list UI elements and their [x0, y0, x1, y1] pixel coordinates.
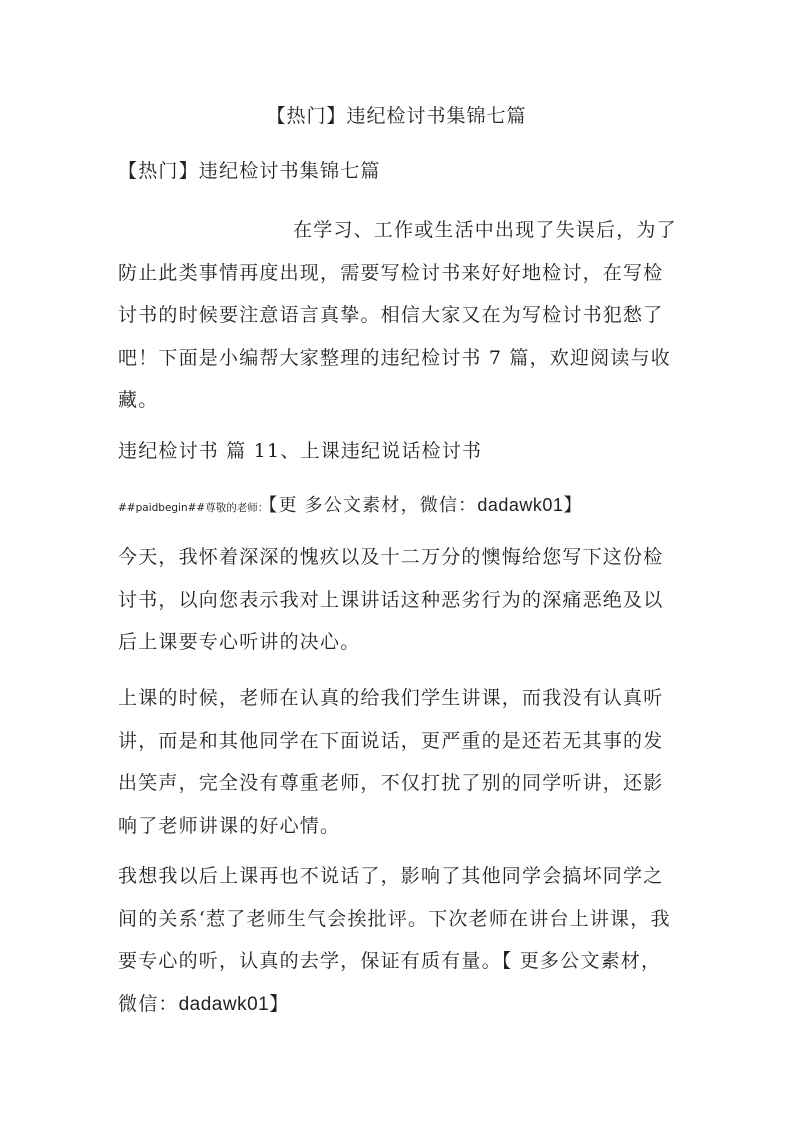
body-paragraph-3 — [118, 855, 678, 1026]
document-subtitle: 【热门】违纪检讨书集锦七篇 — [118, 160, 381, 182]
body-paragraph-3-text: 我想我以后上课再也不说话了，影响了其他同学会搞坏同学之间的关系‘惹了老师生气会挨批评。下次老师在讲台上讲课，我要专心的听，认真的去学，保证有质有量。【 更多公文素材，微信： — [118, 865, 671, 1015]
intro-paragraph: 在学习、工作或生活中出现了失误后，为了防止此类事情再度出现，需要写检讨书来好好地检讨，在写检讨书的时候要注意语言真挚。相信大家又在为写检讨书犯愁了吧！下面是小编帮大家整理的违纪检讨书 7 篇，欢迎阅读与收藏。 — [118, 219, 677, 411]
promo-end: 】 — [563, 495, 583, 516]
wechat-id: dadawk01 — [477, 495, 564, 515]
document-title: 【热门】违纪检讨书集锦七篇 — [266, 105, 527, 127]
body-paragraph-3-end: 】 — [269, 992, 290, 1015]
body-paragraph-1: 今天，我怀着深深的愧疚以及十二万分的懊悔给您写下这份检讨书，以向您表示我对上课讲话这种恶劣行为的深痛恶绝及以后上课要专心听讲的决心。 — [118, 546, 664, 653]
promo-text: 【更 多公文素材，微信： — [268, 495, 478, 516]
salutation-line — [118, 490, 678, 523]
body-paragraph-2: 上课的时候，老师在认真的给我们学生讲课，而我没有认真听讲，而是和其他同学在下面说话，更严重的是还若无其事的发出笑声，完全没有尊重老师，不仅打扰了别的同学听讲，还影响了老师讲课的好心情。 — [118, 687, 664, 837]
wechat-id-2: dadawk01 — [178, 993, 270, 1015]
salutation-text: ##paidbegin##尊敬的老师： — [118, 502, 269, 514]
section-heading: 违纪检讨书 篇 11、上课违纪说话检讨书 — [118, 440, 483, 462]
